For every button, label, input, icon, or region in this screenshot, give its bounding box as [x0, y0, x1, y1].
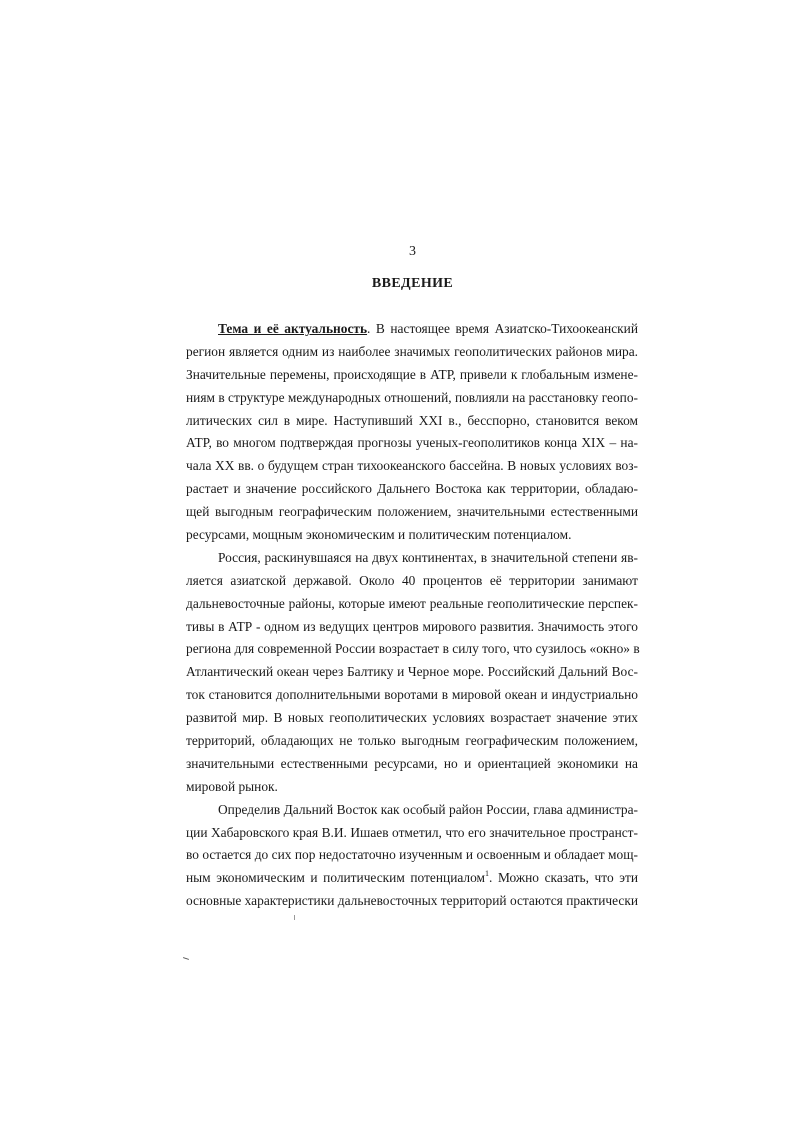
text-line: Значительные перемены, происходящие в АТР, привели к глобальным измене- — [186, 366, 638, 382]
text-line: ресурсами, мощным экономическим и политическим потенциалом. — [186, 527, 572, 543]
section-heading: ВВЕДЕНИЕ — [371, 276, 454, 291]
text-line: мировой рынок. — [186, 778, 278, 794]
topic-heading: Тема и её актуальность — [218, 321, 368, 336]
text-line: Россия, раскинувшаяся на двух континентах, в значительной степени яв- — [218, 549, 638, 565]
paragraph-3 — [186, 799, 638, 913]
text-line: дальневосточные районы, которые имеют реальные геополитические перспек- — [186, 595, 638, 611]
paragraph-2 — [186, 547, 638, 799]
page-number: 3 — [409, 244, 416, 259]
text-line: регион является одним из наиболее значимых геополитических районов мира. — [186, 343, 638, 359]
text-line: ток становится дополнительными воротами в мировой океан и индустриально — [186, 687, 638, 703]
text-line: развитой мир. В новых геополитических условиях возрастает значение этих — [186, 710, 638, 726]
paragraph-1 — [186, 318, 638, 547]
text-line: ции Хабаровского края В.И. Ишаев отметил, что его значительное пространст- — [186, 824, 638, 840]
text-line: региона для современной России возрастает в силу того, что сузилось «окно» в — [186, 641, 640, 657]
text-line: Тема и её актуальность. В настоящее время Азиатско-Тихоокеанский — [218, 321, 638, 336]
text-line: щей выгодным географическим положением, значительными естественными — [186, 504, 638, 520]
text-line: тивы в АТР - одном из ведущих центров мирового развития. Значимость этого — [186, 618, 638, 634]
text-line: чала XX вв. о будущем стран тихоокеанского бассейна. В новых условиях воз- — [186, 458, 638, 474]
footnote-ref: 1 — [485, 869, 490, 879]
text-line: Атлантический океан через Балтику и Черное море. Российский Дальний Вос- — [186, 664, 638, 680]
text-line: ляется азиатской державой. Около 40 процентов её территории занимают — [186, 572, 638, 588]
text-line: основные характеристики дальневосточных территорий остаются практически — [186, 893, 638, 909]
text-line: ниям в структуре международных отношений, повлияли на расстановку геопо- — [186, 389, 638, 405]
scan-speck — [294, 915, 295, 920]
text-line: ным экономическим и политическим потенциалом$^1$. Можно сказать, что эти — [186, 869, 638, 886]
text-line: значительными естественными ресурсами, но и ориентацией экономики на — [186, 755, 638, 771]
text-line: во остается до сих пор недостаточно изученным и освоенным и обладает мощ- — [186, 847, 638, 863]
body-text — [186, 318, 638, 913]
text-line: АТР, во многом подтверждая прогнозы ученых-геополитиков конца XIX – на- — [186, 435, 638, 451]
text-line: территорий, обладающих не только выгодным географическим положением, — [186, 733, 638, 749]
scan-speck — [183, 957, 189, 960]
text-line: литических сил в мире. Наступивший XXI в., бесспорно, становится веком — [186, 412, 638, 428]
text-line: Определив Дальний Восток как особый район России, глава администра- — [218, 801, 638, 817]
text-line: растает и значение российского Дальнего Востока как территории, обладаю- — [186, 481, 638, 497]
